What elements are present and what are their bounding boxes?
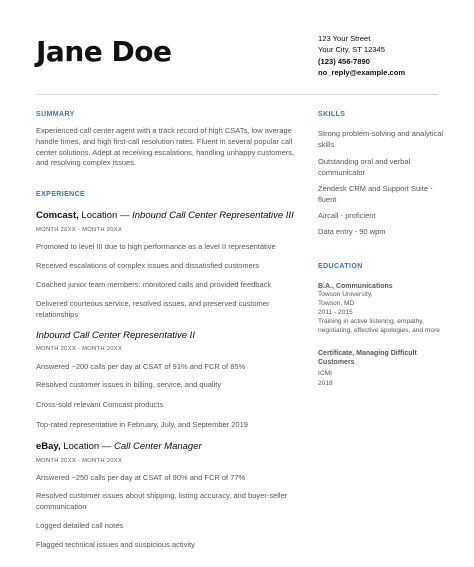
phone-number: (123) 456-7890 [318, 56, 370, 66]
school-location: Towson, MD [318, 300, 355, 307]
email-address[interactable]: no_reply@example.com [318, 68, 406, 78]
contact-block [318, 33, 405, 79]
street-address: 123 Your Street [318, 34, 371, 43]
skills-heading: SKILLS [318, 111, 346, 118]
school-years: 2011 - 2015 [318, 309, 353, 316]
candidate-name: Jane Doe [36, 35, 172, 68]
job-bullet: Coached junior team members: monitored calls and provided feedback [36, 280, 272, 289]
degree: B.A., Communications [318, 283, 393, 290]
skill-item: Outstanding oral and verbal communicator [318, 157, 411, 177]
job-title: Inbound Call Center Representative II [36, 330, 195, 341]
job-bullet: Answered ~250 calls per day at CSAT of 90% and FCR of 77% [36, 473, 246, 482]
summary-text: Experienced call center agent with a track record of high CSATs, low average handle times, and high first-call resolution rates. Fluent in several popular call center solutions. Adept at receiving escalations, handling unhappy customers, and resolving complex issues. [36, 126, 295, 168]
job-bullet: Flagged technical issues and suspicious activity [36, 540, 195, 549]
summary-heading: SUMMARY [36, 111, 75, 118]
education-heading: EDUCATION [318, 263, 363, 270]
job-dates: MONTH 20XX - MONTH 20XX [36, 346, 123, 352]
job-company: eBay, [36, 441, 61, 452]
job-bullet: Delivered courteous service, resolved issues, and preserved customer relationships [36, 299, 270, 319]
certificate-year: 2018 [318, 380, 333, 387]
job-title-line [36, 210, 294, 222]
skill-item: Aircall - proficient [318, 211, 376, 220]
city-address: Your City, ST 12345 [318, 45, 385, 55]
job-bullet: Received escalations of complex issues and dissatisfied customers [36, 261, 260, 270]
job-bullet: Resolved customer issues about shipping, listing accuracy, and buyer-seller communication [36, 491, 288, 511]
job-dates: MONTH 20XX - MONTH 20XX [36, 227, 123, 233]
certificate-org: ICMI [318, 370, 332, 377]
job-title: Inbound Call Center Representative III [132, 210, 294, 221]
job-bullet: Logged detailed call notes [36, 521, 124, 530]
skill-item: Data entry - 90 wpm [318, 227, 386, 236]
job-title-line [36, 330, 195, 342]
job-bullet: Promoted to level III due to high performance as a level II representative [36, 242, 276, 251]
experience-heading: EXPERIENCE [36, 191, 86, 198]
job-title: Call Center Manager [114, 441, 202, 452]
header-divider [36, 94, 438, 95]
job-dates: MONTH 20XX - MONTH 20XX [36, 458, 123, 464]
job-title-line [36, 441, 202, 453]
job-bullet: Cross-sold relevant Comcast products [36, 400, 164, 409]
job-bullet: Top-rated representative in February, July, and September 2019 [36, 420, 248, 429]
job-company: Comcast, [36, 210, 79, 221]
job-location: Location — [78, 210, 133, 221]
job-bullet: Resolved customer issues in billing, service, and quality [36, 380, 222, 389]
skill-item: Strong problem-solving and analytical skills [318, 129, 444, 149]
skill-item: Zendesk CRM and Support Suite - fluent [318, 184, 433, 204]
certificate: Certificate, Managing Difficult Customers [318, 350, 417, 366]
school-name: Towson University, [318, 291, 373, 298]
job-location: Location — [60, 441, 114, 452]
job-bullet: Answered ~200 calls per day at CSAT of 91% and FCR of 85% [36, 362, 246, 371]
training-detail: Training in active listening, empathy, negotiating, effective apologies, and more [318, 318, 440, 334]
